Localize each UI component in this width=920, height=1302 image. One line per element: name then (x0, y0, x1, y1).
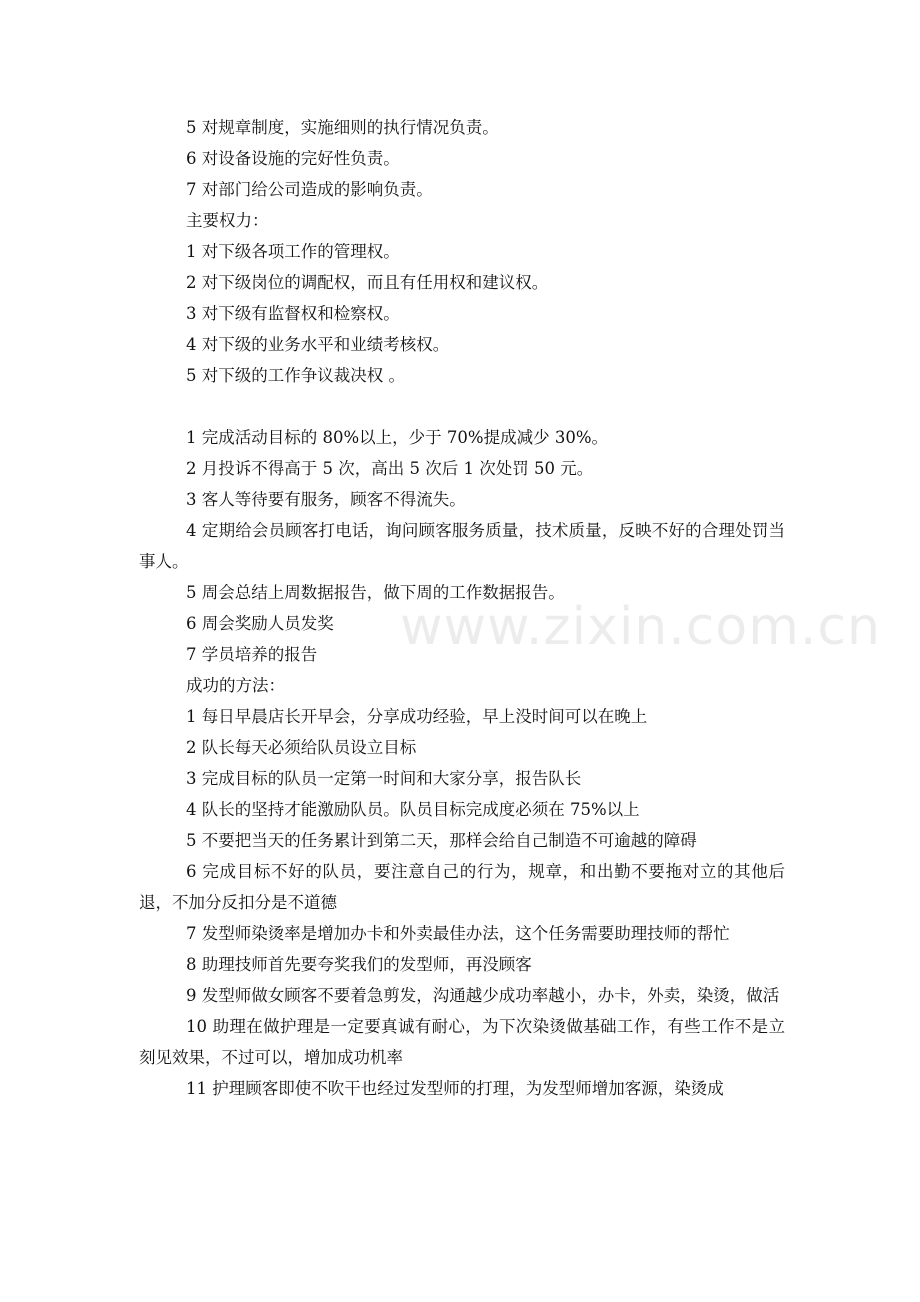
text-paragraph: 4 定期给会员顾客打电话，询问顾客服务质量，技术质量，反映不好的合理处罚当事人。 (139, 521, 785, 571)
text-line: 4 对下级的业务水平和业绩考核权。 (186, 335, 450, 354)
text-line: 7 对部门给公司造成的影响负责。 (186, 180, 433, 199)
blank-line (139, 391, 785, 422)
text-line: 1 完成活动目标的 80%以上，少于 70%提成减少 30%。 (186, 428, 608, 447)
watermark: www.zixin.com.cn (400, 597, 881, 657)
text-line: 8 助理技师首先要夸奖我们的发型师，再没顾客 (186, 955, 532, 974)
text-line: 5 对下级的工作争议裁决权 。 (186, 366, 405, 385)
text-line: 11 护理顾客即使不吹干也经过发型师的打理，为发型师增加客源，染烫成 (186, 1079, 724, 1098)
text-line: 3 完成目标的队员一定第一时间和大家分享，报告队长 (186, 769, 582, 788)
text-line: 1 每日早晨店长开早会，分享成功经验，早上没时间可以在晚上 (186, 707, 648, 726)
text-line: 3 客人等待要有服务，顾客不得流失。 (186, 490, 466, 509)
text-line: 4 队长的坚持才能激励队员。队员目标完成度必须在 75%以上 (186, 800, 640, 819)
text-line: 5 周会总结上周数据报告，做下周的工作数据报告。 (186, 583, 565, 602)
text-line: 7 学员培养的报告 (186, 645, 318, 664)
text-paragraph: 7 发型师染烫率是增加办卡和外卖最佳办法，这个任务需要助理技师的帮忙 (186, 924, 730, 943)
text-line: 2 对下级岗位的调配权，而且有任用权和建议权。 (186, 273, 549, 292)
text-line: 2 队长每天必须给队员设立目标 (186, 738, 417, 757)
section-heading: 成功的方法： (186, 676, 285, 695)
text-line: 1 对下级各项工作的管理权。 (186, 242, 400, 261)
text-paragraph: 10 助理在做护理是一定要真诚有耐心，为下次染烫做基础工作，有些工作不是立刻见效果，不过可以，增加成功机率 (139, 1017, 785, 1067)
text-line: 5 不要把当天的任务累计到第二天，那样会给自己制造不可逾越的障碍 (186, 831, 697, 850)
text-line: 6 对设备设施的完好性负责。 (186, 149, 400, 168)
text-paragraph: 9 发型师做女顾客不要着急剪发，沟通越少成功率越小，办卡，外卖，染烫，做活 (186, 986, 780, 1005)
text-line: 5 对规章制度，实施细则的执行情况负责。 (186, 118, 499, 137)
text-paragraph: 6 完成目标不好的队员，要注意自己的行为，规章，和出勤不要拖对立的其他后退，不加分反扣分是不道德 (139, 862, 785, 912)
text-line: 6 周会奖励人员发奖 (186, 614, 334, 633)
document-body (139, 112, 785, 1104)
section-heading: 主要权力： (186, 211, 269, 230)
text-line: 3 对下级有监督权和检察权。 (186, 304, 400, 323)
text-line: 2 月投诉不得高于 5 次，高出 5 次后 1 次处罚 50 元。 (186, 459, 594, 478)
